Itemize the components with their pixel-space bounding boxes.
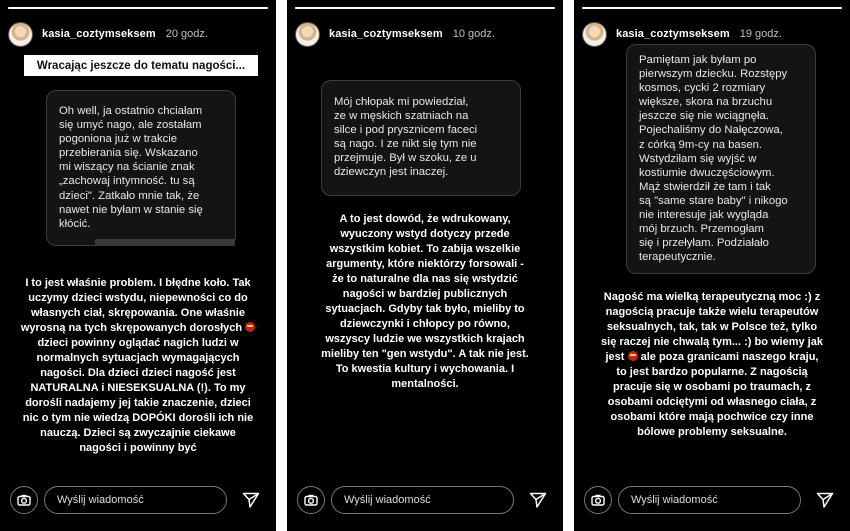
card-line: Oh well, ja ostatnio chciałam <box>59 105 203 117</box>
caption-line: dziewczynki i chłopcy po równo, <box>340 318 510 330</box>
card-line: „zachowaj intymność. tu są <box>59 175 195 188</box>
camera-button[interactable] <box>584 486 612 514</box>
message-input[interactable] <box>618 486 801 514</box>
avatar[interactable] <box>582 22 607 47</box>
avatar[interactable] <box>8 22 33 47</box>
story-progress-bar <box>295 7 555 9</box>
card-line: się i przełyłam. Podziałało <box>639 237 769 250</box>
send-button[interactable] <box>528 490 548 510</box>
camera-button[interactable] <box>10 486 38 514</box>
card-line: większe, skora na brzuchu <box>639 96 773 109</box>
story-panel-3[interactable] <box>574 0 850 531</box>
story-progress-bar <box>582 7 842 9</box>
caption-line: mentalności. <box>391 378 459 390</box>
camera-icon <box>17 494 31 506</box>
story-header <box>295 21 555 47</box>
card-line: kosmos, cycki 2 rozmiary <box>639 82 766 95</box>
avatar[interactable] <box>295 22 320 47</box>
card-line: Wstydziłam się wyjść w <box>639 152 757 165</box>
username[interactable]: kasia_coztymseksem <box>329 28 443 40</box>
username[interactable]: kasia_coztymseksem <box>616 28 730 40</box>
caption-line: pracuje się w osobami po traumach, z <box>612 381 812 393</box>
send-icon <box>529 491 547 509</box>
caption-line: nic o tym nie wiedzą DOPÓKI dorośli ich nie <box>22 412 254 424</box>
card-line: są nago. I ze nikt się tym nie <box>334 138 477 151</box>
caption-line: To kwestia kultury i wychowania. I <box>335 363 515 375</box>
card-line: dzieci". Zatkało mnie tak, że <box>59 189 200 202</box>
card-line: Pojechaliśmy do Nałęczowa, <box>639 124 783 137</box>
caption-line: seksualnych, tak, tak w Polsce też, tylko <box>606 321 818 333</box>
caption-line: wszyscy ludzie we wszystkich krajach <box>325 333 525 345</box>
caption-line: wszystkim kobiet. To zabija wszelkie <box>329 243 521 255</box>
story-banner: Wracając jeszcze do tematu nagości... <box>24 55 258 76</box>
caption-line: uczymy dzieci wstydu, niepewności co do <box>28 292 248 304</box>
card-line: dziewczyn jest inaczej. <box>334 166 449 179</box>
card-line: się umyć nago, ale zostałam <box>59 119 202 132</box>
quoted-message-card <box>321 80 521 196</box>
card-line: kłócić. <box>59 217 91 230</box>
card-line: są "same stare baby" i nikogo <box>639 194 788 207</box>
story-caption <box>578 290 846 440</box>
story-timestamp: 19 godz. <box>739 28 782 40</box>
card-line: przebierania się. Wskazano <box>59 147 198 160</box>
card-line: przejmuje. Był w szoku, ze u <box>334 152 477 165</box>
caption-line: wyuczony wstyd dotyczy przede <box>340 228 510 240</box>
message-input[interactable] <box>44 486 227 514</box>
reply-bar <box>287 486 563 516</box>
caption-line: własnych ciał, skrępowania. One właśnie <box>31 307 245 319</box>
card-line: nawet nie byłam w stanie się <box>59 203 203 216</box>
caption-line: nauczą. Dzieci są zwyczajnie ciekawe <box>40 427 236 439</box>
caption-line: osobami odciętymi od własnego ciała, z <box>607 396 817 408</box>
camera-icon <box>591 494 605 506</box>
card-line: pierwszym dziecku. Rozstępy <box>639 68 788 81</box>
card-line: mi wiszący na ścianie znak <box>59 161 195 174</box>
card-line: ze w męskich szatniach na <box>334 110 469 123</box>
username[interactable]: kasia_coztymseksem <box>42 28 156 40</box>
story-caption <box>6 276 270 456</box>
caption-line: dorośli nadajemy jej takie znaczenie, dzieci <box>25 397 251 409</box>
card-line: pogoniona już w trakcie <box>59 133 178 146</box>
quoted-message-card <box>626 44 816 274</box>
caption-line: nagości. Dla dzieci dzieci nagość jest <box>40 367 236 379</box>
caption-line: Nagość ma wielką terapeutyczną moc :) z <box>603 291 821 303</box>
caption-line: osobami które mają pochwice czy inne <box>610 411 814 423</box>
card-line: Mąż stwierdził że tam i tak <box>639 180 771 193</box>
story-panel-1[interactable] <box>0 0 276 531</box>
card-line: kostiumie dwuczęściowym. <box>639 166 775 179</box>
camera-icon <box>304 494 318 506</box>
caption-line: nagości w bardziej publicznych <box>342 288 508 300</box>
send-button[interactable] <box>241 490 261 510</box>
angry-face-emoji <box>628 351 638 361</box>
story-timestamp: 20 godz. <box>165 28 208 40</box>
caption-line: sytuacjach. Gdyby tak było, mieliby to <box>325 303 525 315</box>
send-icon <box>242 491 260 509</box>
caption-line: że to naturalne dla nas się wstydzić <box>332 273 518 285</box>
angry-face-emoji <box>245 322 255 332</box>
send-button[interactable] <box>815 490 835 510</box>
card-line: mój brzuch. Przemogłam <box>639 223 764 236</box>
message-input[interactable] <box>331 486 514 514</box>
story-panel-2[interactable] <box>287 0 563 531</box>
caption-line: NATURALNA i NIESEKSUALNA (!). To my <box>30 382 246 394</box>
card-line: jeszcze się nie wciągnęła. <box>639 110 769 123</box>
caption-line: to jest bardzo popularne. Z nagością <box>616 366 808 378</box>
card-line: terapeutycznie. <box>639 251 716 264</box>
quoted-message-card <box>46 90 236 246</box>
caption-line: normalnych sytuacjach wymagających <box>36 352 240 364</box>
caption-line: I to jest właśnie problem. I błędne koło. Tak <box>25 277 251 289</box>
caption-line: argumenty, które niektórzy forsowali - <box>326 258 524 270</box>
card-line: nie interesuje jak wygląda <box>639 209 769 222</box>
story-header <box>8 21 268 47</box>
caption-line: nagości i powinny być <box>79 442 197 454</box>
reply-bar <box>0 486 276 516</box>
caption-line: wyrosną na tych skrępowanych dorosłych <box>6 321 270 336</box>
caption-line: A to jest dowód, że wdrukowany, <box>339 213 511 225</box>
caption-line: mieliby ten "gen wstydu". A tak nie jest. <box>321 348 529 360</box>
caption-line: nagością pracuje także wielu terapeutów <box>605 306 819 318</box>
caption-line: jest ale poza granicami naszego kraju, <box>605 351 819 363</box>
card-line: z córką 9m-cy na basen. <box>639 138 763 151</box>
story-timestamp: 10 godz. <box>452 28 495 40</box>
caption-line: dzieci powinny oglądać nagich ludzi w <box>37 337 239 349</box>
caption-line: bólowe problemy seksualne. <box>637 426 787 438</box>
send-icon <box>816 491 834 509</box>
story-progress-bar <box>8 7 268 9</box>
card-line: Mój chłopak mi powiedział, <box>334 96 469 108</box>
caption-line: się raczej nie chwalą tym... :) bo wiemy jak <box>601 336 823 348</box>
story-caption <box>293 212 557 392</box>
reply-bar <box>574 486 850 516</box>
card-line: Pamiętam jak byłam po <box>639 54 757 66</box>
card-line: silce i pod prysznicem faceci <box>334 124 478 137</box>
camera-button[interactable] <box>297 486 325 514</box>
